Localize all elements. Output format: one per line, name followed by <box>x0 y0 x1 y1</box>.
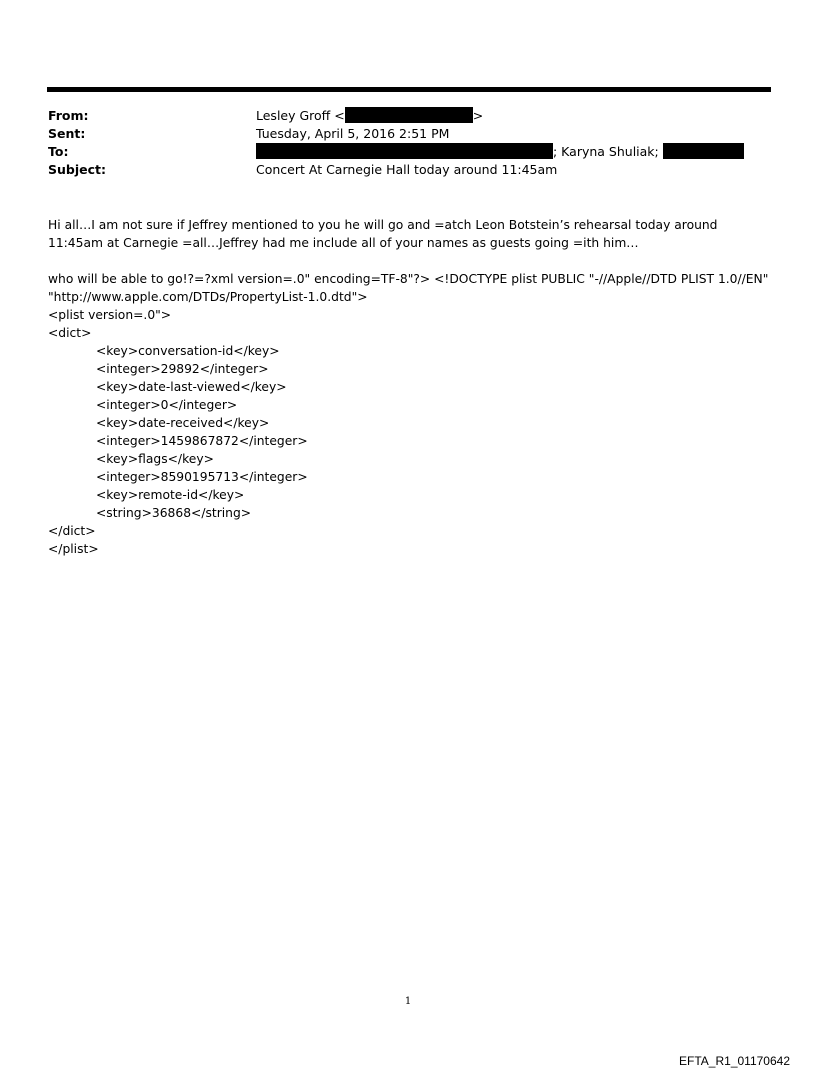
body-paragraph: who will be able to go!?=?xml version=.0" encoding=TF-8"?> <!DOCTYPE plist PUBLIC "-//Apple//DTD PLIST 1.0//EN" "http://www.apple.com/DTDs/PropertyList-1.0.dtd"> <box>48 272 769 304</box>
dict-line: <integer>29892</integer> <box>96 362 269 376</box>
subject-row <box>48 161 768 179</box>
top-rule <box>47 87 771 92</box>
redaction-box <box>663 143 744 159</box>
dict-line: <key>date-received</key> <box>96 416 270 430</box>
from-label: From: <box>48 108 89 123</box>
dict-line: <key>remote-id</key> <box>96 488 245 502</box>
dict-open: <dict> <box>48 326 92 340</box>
sent-label: Sent: <box>48 126 86 141</box>
page-number: 1 <box>404 996 412 1007</box>
redaction-box <box>345 107 473 123</box>
dict-line: <integer>0</integer> <box>96 398 238 412</box>
from-name: Lesley Groff < <box>256 108 345 123</box>
to-label: To: <box>48 144 69 159</box>
dict-line: <string>36868</string> <box>96 506 252 520</box>
from-row <box>48 107 768 125</box>
plist-close: </plist> <box>48 542 99 556</box>
plist-open: <plist version=.0"> <box>48 308 172 322</box>
subject-label: Subject: <box>48 162 106 177</box>
dict-line: <key>flags</key> <box>96 452 214 466</box>
to-value <box>256 143 744 161</box>
document-id: EFTA_R1_01170642 <box>679 1054 790 1068</box>
sent-value: Tuesday, April 5, 2016 2:51 PM <box>256 126 450 141</box>
dict-line: <key>conversation-id</key> <box>96 344 280 358</box>
dict-line: <integer>1459867872</integer> <box>96 434 308 448</box>
dict-close: </dict> <box>48 524 96 538</box>
dict-line: <key>date-last-viewed</key> <box>96 380 287 394</box>
body-paragraph: Hi all…I am not sure if Jeffrey mentioned to you he will go and =atch Leon Botstein’s rehearsal today around 11:45am at Carnegie =all…Jeffrey had me include all of your names as guests going =ith him… <box>48 218 718 250</box>
email-header <box>48 107 768 179</box>
from-close: > <box>472 108 484 123</box>
dict-line: <integer>8590195713</integer> <box>96 470 308 484</box>
to-visible-recipients: ; Karyna Shuliak; <box>553 144 659 159</box>
subject-value: Concert At Carnegie Hall today around 11:45am <box>256 162 558 177</box>
sent-row <box>48 125 768 143</box>
to-row <box>48 143 768 161</box>
email-body <box>48 216 772 558</box>
redaction-box <box>256 143 553 159</box>
from-value <box>256 107 483 125</box>
